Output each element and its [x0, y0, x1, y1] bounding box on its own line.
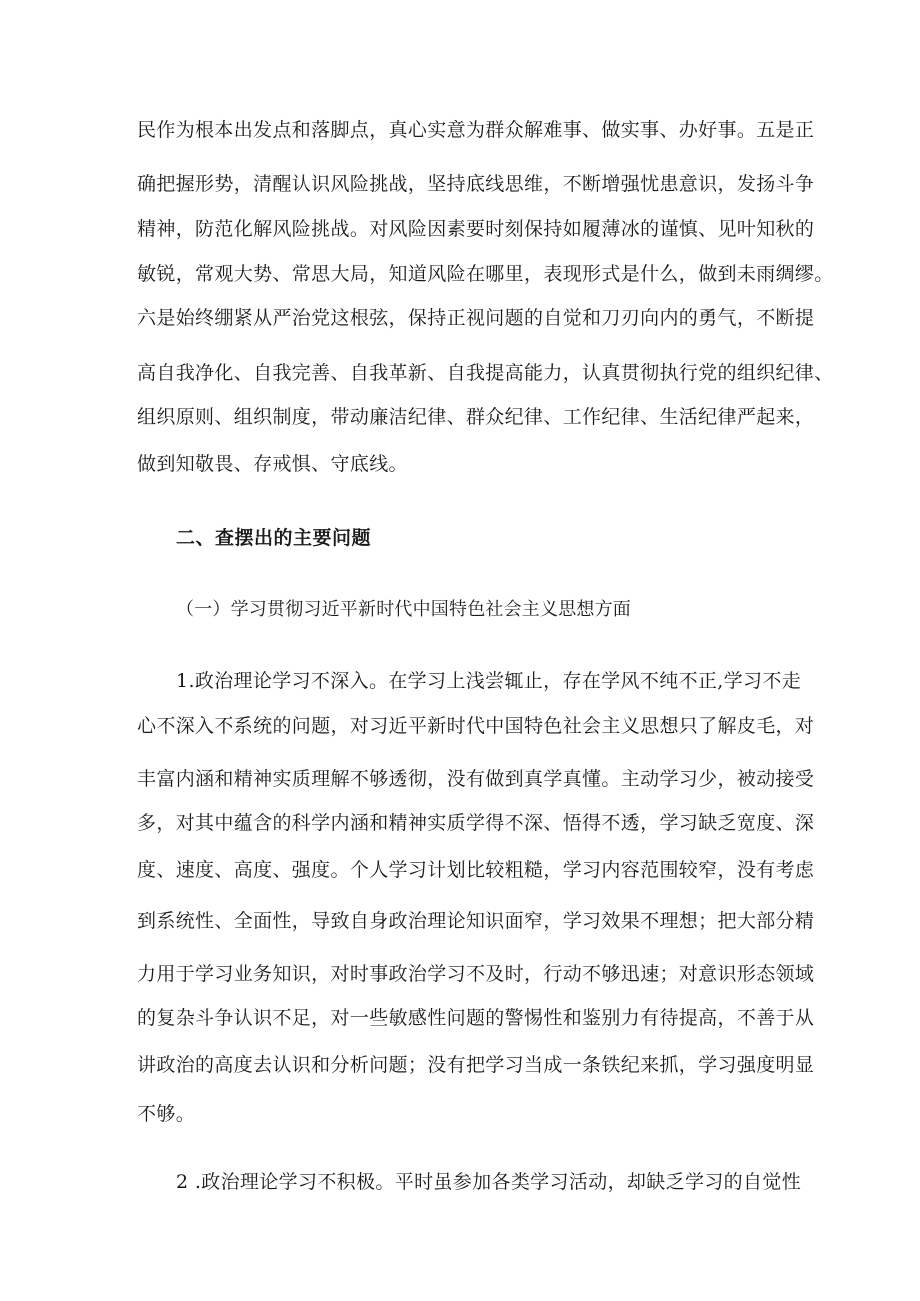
- item1-line: 度、速度、高度、强度。个人学习计划比较粗糙，学习内容范围较窄，没有考虑: [137, 859, 815, 881]
- item1-line: 丰富内涵和精神实质理解不够透彻，没有做到真学真懂。主动学习少，被动接受: [137, 768, 815, 790]
- paragraph-line: 高自我净化、自我完善、自我革新、自我提高能力，认真贯彻执行党的组织纪律、: [137, 362, 834, 384]
- item1-line: 到系统性、全面性，导致自身政治理论知识面窄，学习效果不理想；把大部分精: [137, 910, 815, 932]
- section-heading: 二、查摆出的主要问题: [176, 527, 372, 549]
- subsection-heading: （一）学习贯彻习近平新时代中国特色社会主义思想方面: [176, 599, 631, 620]
- paragraph-line: 敏锐，常观大势、常思大局，知道风险在哪里，表现形式是什么，做到未雨绸缪。: [137, 263, 834, 285]
- paragraph-line: 六是始终绷紧从严治党这根弦，保持正视问题的自觉和刀刃向内的勇气，不断提: [137, 307, 815, 329]
- item1-line: 不够。: [137, 1103, 196, 1125]
- paragraph-line: 确把握形势，清醒认识风险挑战，坚持底线思维，不断增强忧患意识，发扬斗争: [137, 173, 815, 195]
- item1-line: 力用于学习业务知识，对时事政治学习不及时，行动不够迅速；对意识形态领域: [137, 963, 815, 985]
- item1-line: 心不深入不系统的问题，对习近平新时代中国特色社会主义思想只了解皮毛，对: [137, 715, 815, 737]
- paragraph-line: 做到知敬畏、存戒惧、守底线。: [137, 453, 408, 475]
- paragraph-line: 组织原则、组织制度，带动廉洁纪律、群众纪律、工作纪律、生活纪律严起来，: [137, 406, 815, 428]
- item2-line: 2 .政治理论学习不积极。平时虽参加各类学习活动，却缺乏学习的自觉性: [176, 1171, 802, 1193]
- paragraph-line: 民作为根本出发点和落脚点，真心实意为群众解难事、做实事、办好事。五是正: [137, 119, 815, 141]
- item1-line: 的复杂斗争认识不足，对一些敏感性问题的警惕性和鉴别力有待提高，不善于从: [137, 1007, 815, 1029]
- paragraph-line: 精神，防范化解风险挑战。对风险因素要时刻保持如履薄冰的谨慎、见叶知秋的: [137, 218, 815, 240]
- item1-line: 讲政治的高度去认识和分析问题；没有把学习当成一条铁纪来抓，学习强度明显: [137, 1054, 815, 1076]
- item1-line: 1.政治理论学习不深入。在学习上浅尝辄止，存在学风不纯不正,学习不走: [176, 670, 802, 692]
- item1-line: 多，对其中蕴含的科学内涵和精神实质学得不深、悟得不透，学习缺乏宽度、深: [137, 812, 815, 834]
